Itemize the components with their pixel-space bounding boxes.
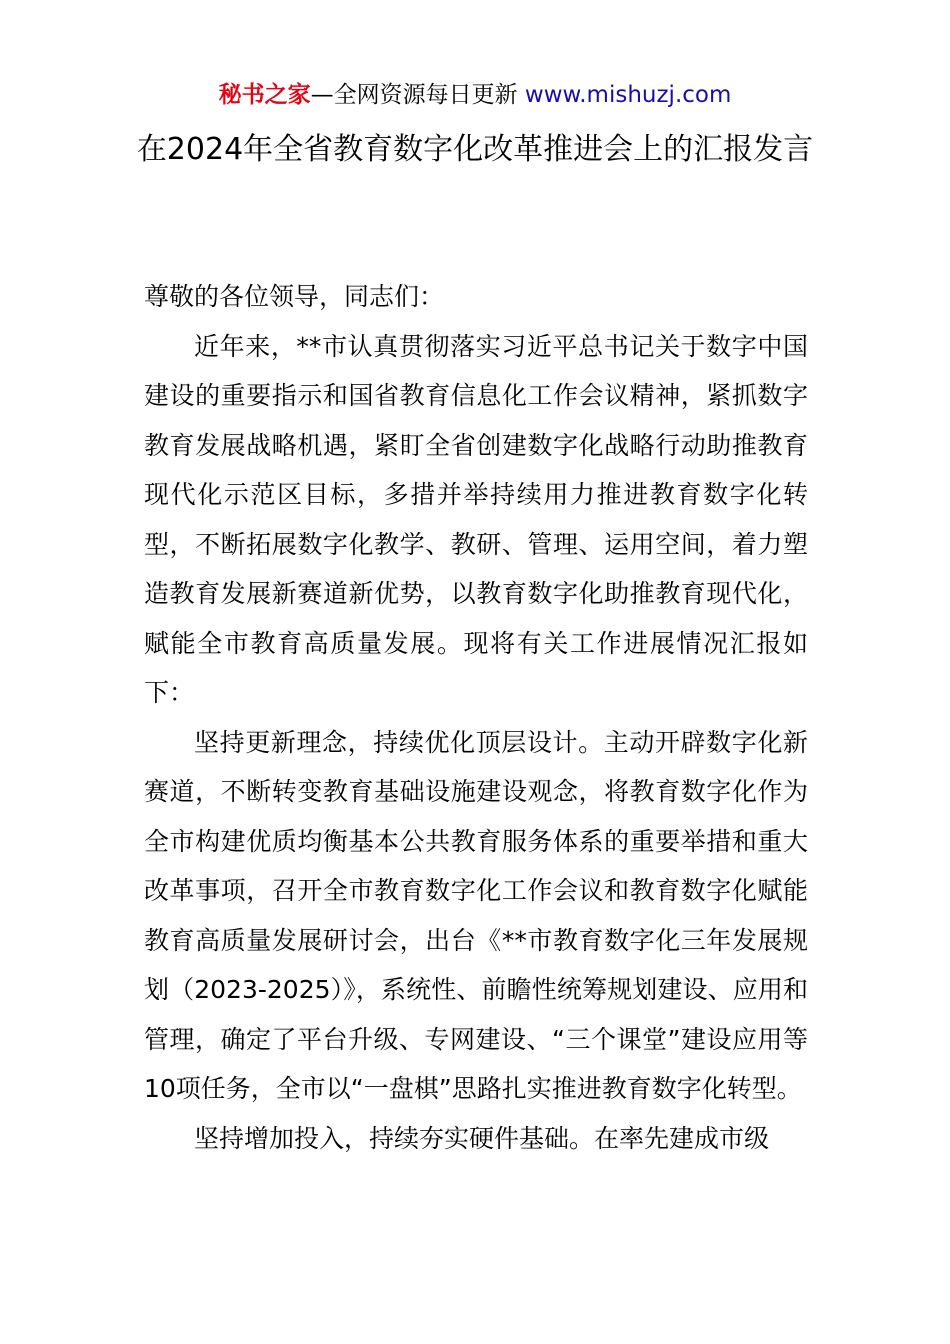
body-paragraph-top-level-design: 坚持更新理念，持续优化顶层设计。主动开辟数字化新赛道，不断转变教育基础设施建设观念，将教育数字化作为全市构建优质均衡基本公共教育服务体系的重要举措和重大改革事项，召开全市教育数字化工作会议和教育数字化赋能教育高质量发展研讨会，出台《**市教育数字化三年发展规划（2023-2025）》，系统性、前瞻性统筹规划建设、应用和管理，确定了平台升级、专网建设、“三个课堂”建设应用等10项任务，全市以“一盘棋”思路扎实推进教育数字化转型。	[144, 727, 808, 1103]
brand-name: 秘书之家	[218, 82, 311, 108]
salutation: 尊敬的各位领导，同志们：	[144, 282, 445, 311]
document-title: 在2024年全省教育数字化改革推进会上的汇报发言	[136, 132, 814, 167]
header-tagline: —全网资源每日更新	[310, 82, 525, 108]
document-body	[144, 272, 808, 1163]
site-header	[0, 78, 950, 112]
body-paragraph-intro: 近年来，**市认真贯彻落实习近平总书记关于数字中国建设的重要指示和国省教育信息化工作会议精神，紧抓数字教育发展战略机遇，紧盯全省创建数字化战略行动助推教育现代化示范区目标，多措并举持续用力推进教育数字化转型，不断拓展数字化教学、教研、管理、运用空间，着力塑造教育发展新赛道新优势，以教育数字化助推教育现代化，赋能全市教育高质量发展。现将有关工作进展情况汇报如下：	[144, 331, 808, 707]
site-url-link[interactable]: www.mishuzj.com	[524, 82, 732, 108]
body-paragraph-hardware-investment: 坚持增加投入，持续夯实硬件基础。在率先建成市级	[194, 1123, 770, 1153]
